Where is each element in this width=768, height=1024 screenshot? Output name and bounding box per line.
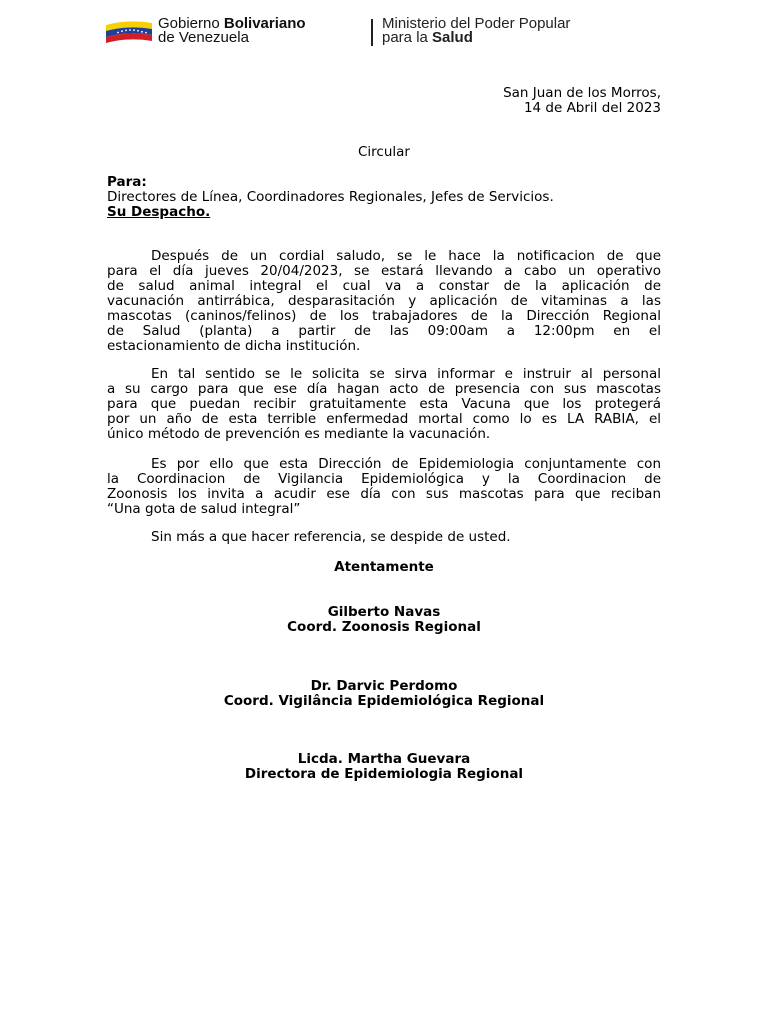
p2-line: único método de prevención es mediante la vacunación. (107, 426, 491, 442)
gov-line1-b: Bolivariano (223, 15, 306, 32)
p1-line: para el día jueves 20/04/2023, se estará llevando a cabo un operativo (107, 263, 661, 279)
p2-line: por un año de esta terrible enfermedad mortal como lo es LA RABIA, el (107, 411, 661, 427)
paragraph-2 (107, 367, 661, 442)
min-line1: Ministerio del Poder Popular (382, 15, 571, 32)
venezuela-flag-logo (106, 19, 152, 43)
p1-line: Después de un cordial saludo, se le hace la notificacion de que (151, 248, 661, 264)
letterhead (106, 16, 666, 48)
signatory-title: Coord. Zoonosis Regional (287, 619, 481, 635)
closing: Atentamente (334, 559, 434, 575)
p2-line: En tal sentido se le solicita se sirva informar e instruir al personal (151, 366, 661, 382)
p2-line: para que puedan recibir gratuitamente esta Vacuna que los protegerá (107, 396, 661, 412)
signatory-name: Gilberto Navas (327, 604, 441, 620)
date: 14 de Abril del 2023 (523, 100, 661, 116)
p1-line: estacionamiento de dicha institución. (107, 338, 361, 354)
min-line2-b: Salud (432, 29, 473, 46)
p1-line: de Salud (planta) a partir de las 09:00am a 12:00pm en el (107, 323, 661, 339)
p3-line: Es por ello que esta Dirección de Epidemiologia conjuntamente con (151, 456, 661, 472)
p3-line: “Una gota de salud integral” (107, 501, 301, 517)
p2-line: a su cargo para que ese día hagan acto de presencia con sus mascotas (107, 381, 661, 397)
p1-line: mascotas (caninos/felinos) de los trabajadores de la Dirección Regional (107, 308, 661, 324)
p3-line: Zoonosis los invita a acudir ese día con sus mascotas para que reciban (107, 486, 661, 502)
to-recipients: Directores de Línea, Coordinadores Regionales, Jefes de Servicios. (107, 189, 554, 205)
document-type: Circular (358, 144, 410, 160)
place: San Juan de los Morros, (503, 85, 661, 101)
signatory-title: Coord. Vigilância Epidemiológica Regional (223, 693, 545, 709)
header-divider (371, 19, 373, 46)
to-label: Para: (107, 174, 147, 190)
signatory-name: Dr. Darvic Perdomo (310, 678, 458, 694)
signatory-title: Directora de Epidemiologia Regional (244, 766, 524, 782)
paragraph-3 (107, 457, 661, 517)
min-line2-a: para la (382, 29, 433, 46)
ministry-name (382, 17, 570, 45)
paragraph-1 (107, 249, 661, 354)
to-office: Su Despacho. (107, 204, 211, 220)
p3-line: la Coordinacion de Vigilancia Epidemiológica y la Coordinacion de (107, 471, 661, 487)
paragraph-4: Sin más a que hacer referencia, se despide de usted. (151, 529, 511, 545)
p1-line: vacunación antirrábica, desparasitación y aplicación de vitaminas a las (107, 293, 661, 309)
gov-line1-a: Gobierno (158, 15, 224, 32)
signatory-name: Licda. Martha Guevara (297, 751, 471, 767)
government-name (158, 17, 306, 45)
gov-line2: de Venezuela (158, 29, 249, 46)
p1-line: de salud animal integral el cual va a constar de la aplicación de (107, 278, 661, 294)
